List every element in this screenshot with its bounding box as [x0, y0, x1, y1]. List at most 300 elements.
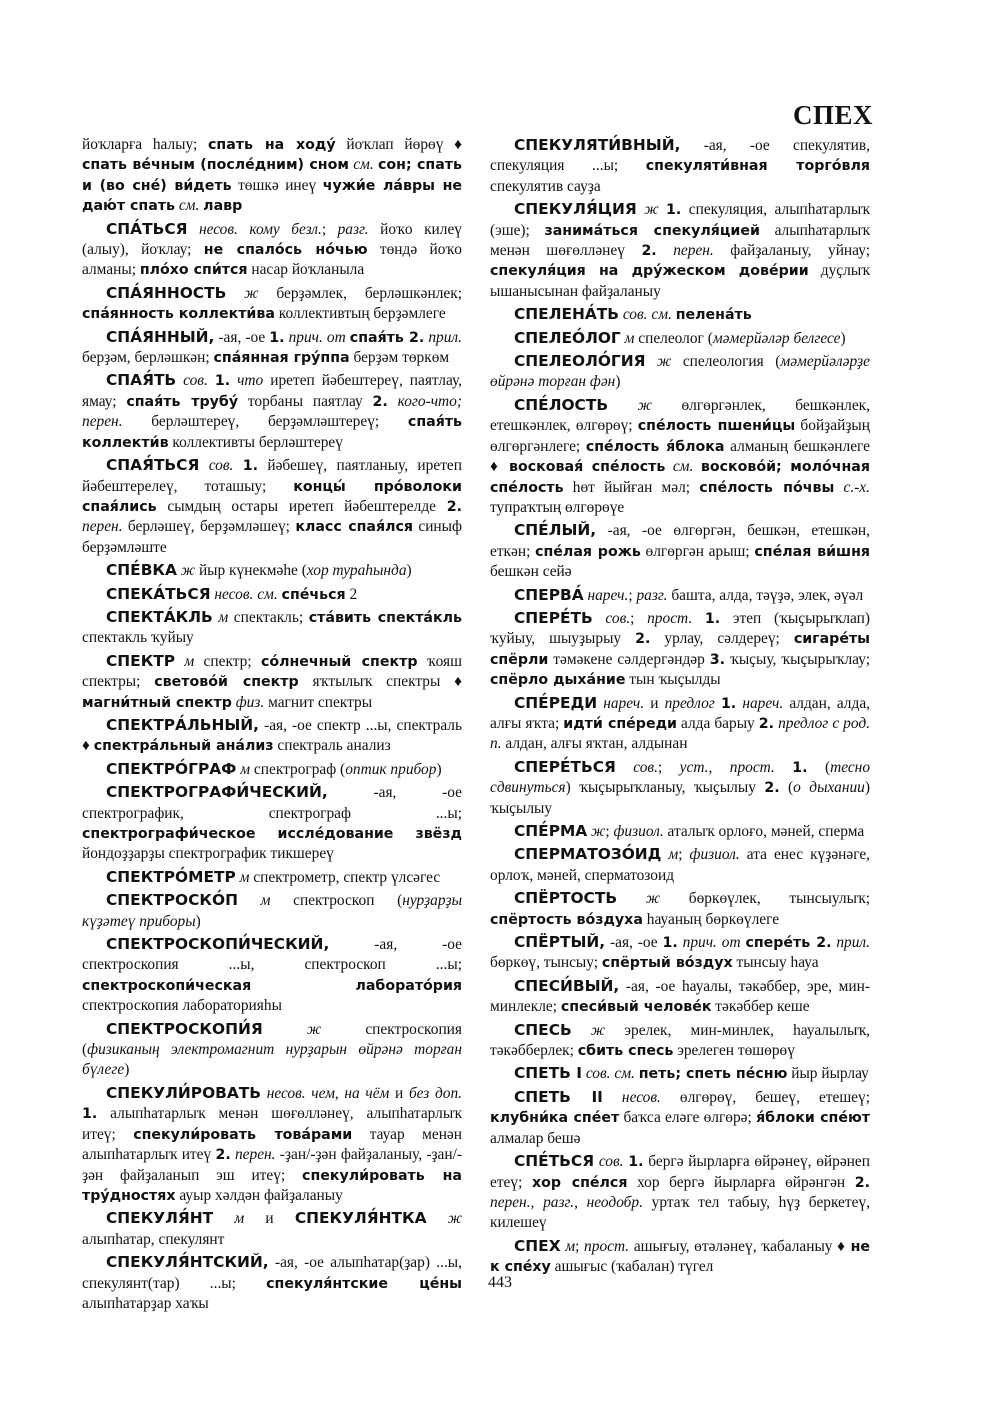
phrase-bold: спектра́льный ана́лиз: [93, 738, 274, 755]
definition-text: спекулятив сауҙа: [490, 177, 601, 195]
definition-text: насар йоҡланыла: [247, 261, 365, 279]
grammar-label: нурҙарҙы күҙәтеү приборы: [82, 892, 463, 930]
definition-text: -ая, -ое алыпһатар(ҙар) ...ы, спекулянт(тар) ...ы;: [82, 1254, 462, 1292]
grammar-label: сов. см.: [582, 1065, 639, 1083]
definition-text: йыр күнекмәһе (: [195, 562, 307, 580]
definition-text: урлау, сәлдереү;: [650, 630, 794, 648]
phrase-bold: спать ве́чным (после́дним) сном: [82, 157, 349, 174]
definition-text: алыпһатарҙар хаҡы: [82, 1294, 209, 1312]
phrase-bold: 2.: [372, 393, 388, 410]
definition-text: тәкәббер кеше: [711, 998, 810, 1016]
grammar-label: ж: [571, 1021, 606, 1039]
definition-text: спектр;: [194, 652, 261, 670]
definition-text: алыпһатарлыҡ менән шөғөлләнеү: [490, 221, 871, 260]
phrase-bold: 1.: [628, 1154, 644, 1171]
grammar-label: перен., разг., неодобр.: [490, 1193, 643, 1211]
definition-text: берҙәмлек, берләшкәнлек;: [258, 284, 462, 302]
definition-text: өлгөрөү, бешеү, етешеү;: [660, 1088, 870, 1106]
grammar-label: сов.: [199, 457, 243, 475]
definition-text: төшкә инеү: [231, 176, 323, 194]
definition-text: (: [779, 779, 794, 797]
phrase-bold: 2.: [764, 780, 780, 797]
phrase-bold: спектрографи́ческое иссле́дование звёзд: [82, 826, 462, 842]
page-number: 443: [488, 1274, 512, 1291]
dictionary-entry: [82, 219, 462, 281]
headword: СПЕКУЛЯ́НТКА: [294, 1209, 427, 1228]
phrase-bold: сон; спать и (во сне́) ви́деть: [82, 157, 462, 194]
headword: СПЕРЕ́ТЬ: [514, 608, 593, 627]
dictionary-entry: [82, 715, 462, 757]
grammar-label: ж: [608, 396, 652, 414]
definition-text: спектрограф (: [250, 760, 346, 778]
grammar-label: м: [235, 868, 250, 886]
definition-text: магнит спектры: [264, 693, 373, 711]
phrase-bold: спеси́вый челове́к: [560, 999, 712, 1016]
dictionary-entry: [82, 135, 462, 217]
headword: СПЁРТОСТЬ: [514, 889, 618, 908]
definition-text: йондоҙҙарҙы спектрографик тикшереү: [82, 845, 334, 863]
phrase-bold: концы́ про́волоки спая́лись: [82, 478, 462, 515]
dictionary-entry: [490, 1087, 870, 1149]
definition-text: ата енес күҙәнәге, орлоҡ, мәней, сперматозоид: [490, 846, 871, 884]
dictionary-entry: [490, 328, 870, 349]
definition-text: бергә йырларға өйрәнеү, өйрәнеп етеү;: [490, 1153, 870, 1191]
phrase-bold: петь; спеть пе́сню: [638, 1066, 788, 1083]
definition-text: дуҫлыҡ ышанысынан файҙаланыу: [490, 262, 870, 300]
grammar-label: ж: [226, 284, 259, 302]
dictionary-entry: [490, 585, 870, 606]
grammar-label: м: [236, 760, 251, 778]
definition-text: спектроскопия (: [82, 1020, 462, 1059]
definition-text: алыпһатар, спекулянт: [82, 1230, 225, 1248]
phrase-bold: спекули́ровать това́рами: [133, 1126, 353, 1143]
definition-text: тауар менән алыпһатарлыҡ итеү: [82, 1125, 462, 1164]
dictionary-entry: [490, 1063, 870, 1084]
definition-text: -ая, -ое: [605, 934, 663, 952]
definition-text: ашығыс (ҡабалан) түгел: [550, 1258, 714, 1276]
definition-text: алдан, алғы яҡтан, алдынан: [501, 735, 688, 753]
phrase-bold: сигаре́ты спёрли: [490, 631, 870, 668]
running-head: СПЕХ: [792, 100, 873, 130]
grammar-label: прост.: [584, 1237, 630, 1255]
definition-text: тәмәкене сәлдергәндәр: [548, 650, 710, 668]
grammar-label: прил.: [831, 934, 870, 952]
definition-text: баҡса еләге өлгөрә;: [619, 1109, 757, 1127]
definition-text: ): [840, 329, 846, 347]
definition-text: ) ҡыҫылыу: [490, 779, 870, 817]
grammar-label: физ.: [231, 693, 265, 711]
grammar-label: несов. кому безл.: [187, 220, 322, 238]
headword: СПЕКА́ТЬСЯ: [106, 584, 211, 603]
grammar-label: ж: [262, 1020, 322, 1038]
phrase-bold: 1.: [704, 610, 721, 627]
definition-text: -ая, -ое өлгөргән, бешкән, етешкән, еткән;: [490, 522, 870, 560]
headword: СПЕ́ЛЫЙ,: [514, 521, 597, 540]
grammar-label: м: [560, 1237, 576, 1255]
grammar-label: без доп.: [408, 1084, 462, 1102]
definition-text: [692, 610, 705, 627]
dictionary-entry: [490, 520, 870, 582]
phrase-bold: 2.: [758, 715, 775, 732]
phrase-bold: спекуля́ция на дру́жеском дове́рии: [490, 263, 809, 280]
definition-text: файҙаланыу, уйнау;: [713, 242, 870, 260]
definition-text: этеп (ҡыҫырыҡлап) ҡуйыу, шыуҙырыу: [490, 609, 870, 648]
definition-text: алдан, алда, алғы яҡта;: [490, 694, 870, 732]
phrase-bold: 2.: [215, 1147, 231, 1164]
phrase-bold: спёрло дыха́ние: [490, 672, 626, 689]
dictionary-entry: [490, 932, 870, 974]
definition-text: хор бергә йырларға өйрәнгән: [627, 1173, 855, 1191]
headword: СПЕ́ВКА: [106, 561, 177, 580]
definition-text: торбаны паятлау: [238, 392, 373, 410]
phrase-bold: 1.: [269, 329, 285, 346]
phrase-bold: светово́й спектр: [154, 674, 299, 691]
phrase-bold: не спало́сь но́чью: [203, 242, 368, 259]
definition-text: йоҡо килеү (алыу), йоҡлау;: [82, 220, 462, 259]
definition-text: и: [244, 1210, 295, 1228]
phrase-bold: восковая́ спе́лость: [509, 459, 666, 476]
definition-text: коллективтың берҙәмлеге: [274, 305, 446, 323]
headword: СПЕКУЛИ́РОВАТЬ: [106, 1083, 262, 1102]
phrase-bold: спая́ть трубу́: [126, 393, 239, 410]
definition-text: -ая, -ое спектрографик, спектрограф ...ы;: [82, 784, 462, 822]
definition-text: йәбешеү, паятланыу, иретеп йәбештерелеү, тоташыу;: [82, 457, 462, 495]
dictionary-entry: [490, 1236, 870, 1278]
grammar-label: хор тураһында: [306, 562, 407, 580]
phrase-bold: 2.: [641, 243, 657, 260]
grammar-label: сов.: [592, 609, 631, 627]
phrase-bold: пло́хо спи́тся: [139, 262, 248, 279]
definition-text: һөт йыйған мәл;: [563, 478, 700, 496]
phrase-bold: спе́лость по́чвы: [699, 479, 835, 496]
definition-text: спелеолог (: [634, 329, 713, 347]
phrase-bold: 2.: [854, 1174, 871, 1191]
dictionary-entry: [82, 327, 462, 369]
grammar-label: оптик прибор: [345, 760, 437, 778]
dictionary-entry: [82, 1019, 462, 1081]
definition-text: ,: [708, 758, 730, 776]
definition-text: (: [807, 758, 831, 776]
dictionary-entry: [490, 693, 870, 755]
dictionary-entry: [490, 1151, 870, 1234]
grammar-label: ж: [645, 353, 672, 371]
headword: СПЕРЕ́ТЬСЯ: [514, 757, 616, 776]
dictionary-entry: [82, 370, 462, 453]
definition-text: бөркөүлек, тынсыулыҡ;: [660, 890, 871, 908]
definition-text: берләшеү, берҙәмләшеү;: [122, 518, 296, 536]
definition-text: эрелек, мин-минлек, һауалылыҡ, тәкәбберлек;: [490, 1021, 871, 1060]
grammar-label: физиол.: [613, 823, 664, 840]
phrase-bold: спекуляти́вная торго́вля: [645, 158, 870, 175]
phrase-bold: 3.: [709, 651, 726, 668]
grammar-label: о дыхании: [793, 779, 865, 797]
grammar-label: сов.: [615, 758, 658, 776]
phrase-bold: ста́вить спекта́кль: [308, 609, 462, 626]
phrase-bold: 1.: [82, 1106, 98, 1123]
grammar-label: мәмерйәләр белгесе: [712, 329, 841, 347]
definition-text: йоҡларға һалыу;: [82, 136, 209, 153]
headword: СПА́ТЬСЯ: [106, 219, 188, 238]
phrase-bold: 1.: [666, 202, 682, 219]
phrase-bold: спе́лая рожь: [535, 543, 641, 560]
phrase-bold: спекуля́нтские це́ны: [266, 1275, 462, 1292]
definition-text: алмалар бешә: [490, 1129, 581, 1147]
grammar-label: перен.: [230, 1146, 276, 1164]
grammar-label: сов. см.: [619, 306, 676, 324]
grammar-label: с.-х.: [834, 478, 870, 496]
grammar-label: м: [212, 608, 229, 626]
definition-text: ;: [321, 220, 338, 238]
definition-text: йыр йырлау: [787, 1065, 869, 1083]
headword: СПЕЛЕОЛО́ГИЯ: [514, 352, 646, 371]
grammar-label: ж: [426, 1210, 463, 1228]
headword: СПЕРВА́: [514, 585, 584, 604]
phrase-bold: магни́тный спектр: [82, 694, 232, 711]
dictionary-entry: [82, 560, 462, 581]
dictionary-entry: [490, 1020, 870, 1062]
dictionary-entry: [490, 757, 870, 819]
phrase-bold: восково́й; моло́чная спе́лость: [490, 459, 870, 496]
headword: СПЕКТРО́ГРАФ: [106, 759, 237, 778]
definition-text: ;: [605, 823, 614, 840]
definition-text: ;: [630, 609, 648, 627]
headword: СПЕ́РМА: [514, 822, 588, 840]
definition-text: спектроскоп (: [270, 892, 403, 910]
definition-text: төндә йоҡо алманы;: [82, 241, 463, 279]
definition-text: и: [644, 694, 665, 712]
headword: СПА́ЯННЫЙ,: [106, 327, 215, 346]
definition-text: ): [195, 912, 201, 930]
definition-text: башта, алда, тәүҙә, элек, әүәл: [667, 586, 864, 604]
dictionary-entry: [82, 455, 462, 558]
grammar-label: ж: [636, 201, 659, 219]
definition-text: тынсыу һауа: [732, 954, 819, 972]
grammar-label: м: [661, 846, 679, 864]
grammar-label: физиканың электромагнит нурҙарын өйрәнә торған бүлеге: [82, 1041, 462, 1079]
definition-text: ): [406, 562, 412, 580]
phrase-bold: спе́лая ви́шня: [754, 543, 870, 560]
definition-text: синыф берҙәмләште: [82, 518, 462, 556]
definition-text: -ая, -ое һауалы, тәкәббер, эре, мин-минлекле;: [490, 977, 870, 1016]
definition-text: спектроскопия лабораторияһы: [82, 997, 282, 1015]
definition-text: ;: [678, 846, 690, 864]
phrase-bold: хор спе́лся: [531, 1174, 628, 1191]
definition-text: алыпһатарлыҡ менән шөғөлләнеү, алыпһатарлыҡ итеү;: [82, 1105, 462, 1143]
grammar-label: см.: [348, 156, 379, 174]
grammar-label: м: [620, 329, 635, 347]
headword: СПЕ́ТЬСЯ: [514, 1152, 595, 1171]
grammar-label: прост.: [647, 609, 693, 627]
phrase-bold: спа́янная гру́ппа: [213, 350, 350, 367]
grammar-label: м: [213, 1210, 245, 1228]
definition-text: спекуляция, алыпһатарлыҡ (эше);: [490, 201, 870, 239]
definition-text: тын ҡыҫылды: [625, 671, 721, 689]
grammar-label: перен.: [656, 242, 714, 260]
headword: СПЕХ: [514, 1236, 561, 1255]
headword: СПАЯ́ТЬСЯ: [106, 456, 200, 475]
dictionary-entry: [82, 934, 462, 1017]
grammar-label: что: [230, 372, 264, 390]
grammar-label: ж: [176, 562, 196, 580]
definition-text: спелеология (: [671, 353, 781, 371]
headword: СПЕКТРОСКО́П: [106, 891, 238, 910]
headword: СПЕТЬ I: [514, 1064, 583, 1083]
phrase-bold: спёртый во́здух: [601, 955, 733, 972]
phrase-bold: спекули́ровать на тру́дностях: [82, 1167, 463, 1204]
definition-text: бойҙайҙың өлгөргәнлеге;: [490, 417, 870, 455]
definition-text: коллективты берләштереү: [168, 433, 343, 451]
headword: СПЕКУЛЯ́НТ: [106, 1209, 214, 1228]
grammar-label: нареч.: [597, 694, 645, 712]
headword: СПЕКТРО́МЕТР: [106, 867, 236, 886]
headword: СПЕСЬ: [514, 1020, 572, 1039]
dictionary-entry: [490, 888, 870, 930]
grammar-label: прост.: [729, 758, 775, 776]
phrase-bold: спая́ть 2.: [349, 329, 425, 346]
grammar-label: нареч.: [583, 586, 629, 604]
grammar-label: тесно сдвинуться: [490, 758, 871, 797]
definition-text: -ая, -ое спекулятив, спекуляция ...ы;: [490, 137, 870, 175]
grammar-label: прил.: [424, 328, 462, 346]
phrase-bold: 1.: [792, 759, 808, 776]
headword: СПЕТЬ II: [514, 1087, 603, 1106]
grammar-label: м: [175, 652, 195, 670]
definition-text: [659, 201, 666, 218]
definition-text: уртаҡ тел табыу, һүҙ беркетеү, килешеү: [490, 1193, 870, 1232]
definition-text: [775, 759, 792, 776]
phrase-bold: 1.: [720, 695, 737, 712]
definition-text: ): [615, 373, 621, 391]
phrase-bold: не к спе́ху: [490, 1238, 870, 1276]
grammar-label: несов. чем, на чём: [261, 1084, 390, 1102]
definition-text: -ая, -ое спектроскопия ...ы, спектроскоп ...ы;: [82, 936, 462, 974]
phrase-bold: спере́ть 2.: [745, 935, 832, 952]
right-column: [490, 135, 870, 1280]
dictionary-entry: [490, 608, 870, 691]
grammar-label: см.: [174, 197, 204, 215]
definition-text: ҡыҫыу, ҡыҫырыҡлау;: [725, 650, 870, 668]
definition-text: бөркөү, тынсыу;: [490, 954, 602, 972]
phrase-bold: класс спая́лся: [295, 519, 413, 536]
dictionary-entry: [82, 1083, 462, 1206]
phrase-bold: со́лнечный спектр: [260, 653, 418, 670]
grammar-label: кого-что; перен.: [82, 392, 462, 431]
phrase-bold: спёртость во́здуха: [490, 911, 643, 928]
definition-text: иретеп йәбештереү, паятлау, ямау;: [82, 372, 463, 410]
dictionary-entry: [490, 135, 870, 197]
phrase-bold: занима́ться спекуля́цией: [544, 222, 760, 239]
phrase-bold: сбить спесь: [577, 1043, 674, 1060]
phrase-bold: спа́янность коллекти́ва: [82, 306, 275, 323]
grammar-label: несов.: [602, 1088, 661, 1106]
definition-text: ): [436, 760, 442, 778]
grammar-label: сов.: [594, 1153, 629, 1171]
definition-text: ҡояш спектры;: [82, 652, 462, 691]
phrase-bold: клубни́ка спе́ет: [490, 1110, 620, 1127]
definition-text: алманың бешкәнлеге ♦: [490, 437, 870, 476]
headword: СПЕКТА́КЛЬ: [106, 607, 213, 626]
grammar-label: перен.: [82, 518, 123, 536]
headword: СПА́ЯННОСТЬ: [106, 283, 227, 302]
definition-text: өлгөргән арыш;: [640, 542, 755, 560]
phrase-bold: я́блоки спе́ют: [756, 1110, 870, 1127]
definition-text: сымдың остары иретеп йәбештерелде: [156, 497, 447, 515]
dictionary-entry: [82, 584, 462, 605]
grammar-label: сов.: [176, 372, 215, 390]
definition-text: -ая, -ое: [214, 328, 270, 346]
definition-text: берләштереү, берҙәмләштереү;: [122, 413, 408, 431]
definition-text: бешкән сейә: [490, 563, 572, 581]
headword: СПЕКУЛЯ́НТСКИЙ,: [106, 1253, 269, 1272]
grammar-label: см.: [665, 458, 701, 476]
grammar-label: прич. от: [677, 934, 746, 952]
definition-text: өлгөргәнлек, бешкәнлек, етешкәнлек, өлгөрөү;: [490, 396, 870, 435]
definition-text: ашығыу, өтәләнеү, ҡабаланыу ♦: [629, 1237, 851, 1255]
phrase-bold: спать на ходу́: [208, 137, 336, 153]
dictionary-entry: [490, 821, 870, 842]
grammar-label: уст.: [679, 758, 709, 776]
grammar-label: несов. см.: [210, 585, 282, 603]
definition-text: ;: [575, 1237, 585, 1255]
grammar-label: предлог: [664, 694, 715, 712]
definition-text: -ҙан/-ҙән файҙаланыу, -ҙан/-ҙән файҙаланып эш итеү;: [82, 1146, 462, 1184]
headword: СПЁРТЫЙ,: [514, 933, 606, 952]
definition-text: һауаның бөркөүлеге: [642, 910, 780, 928]
definition-text: ауыр хәлдән файҙаланыу: [175, 1186, 343, 1204]
definition-text: алда барыу: [676, 714, 759, 732]
phrase-bold: спе́лость я́блока: [585, 438, 725, 455]
definition-text: яҡтылыҡ спектры ♦: [298, 673, 462, 691]
dictionary-entry: [82, 283, 462, 325]
phrase-bold: пелена́ть: [675, 307, 752, 324]
grammar-label: прич. от: [284, 328, 350, 346]
headword: СПЕКУЛЯТИ́ВНЫЙ,: [514, 136, 681, 154]
headword: СПАЯ́ТЬ: [106, 371, 177, 390]
definition-text: эрелеген төшөрөү: [673, 1042, 795, 1060]
definition-text: спектраль анализ: [273, 737, 391, 755]
dictionary-entry: [82, 607, 462, 649]
definition-text: спектакль;: [228, 608, 309, 626]
definition-text: ;: [628, 586, 637, 604]
headword: СПЕКТР: [106, 651, 176, 670]
phrase-bold: 1.: [662, 935, 678, 952]
grammar-label: ж: [617, 890, 661, 908]
phrase-bold: чужи́е ла́вры не даю́т спать: [82, 177, 463, 215]
grammar-label: предлог с род. п.: [490, 714, 871, 753]
definition-text: тупраҡтың өлгөрөүе: [490, 498, 625, 516]
headword: СПЕКТРА́ЛЬНЫЙ,: [106, 715, 260, 734]
headword: СПЕ́ЛОСТЬ: [514, 395, 609, 414]
phrase-bold: спектроскопи́ческая лаборато́рия: [82, 977, 462, 994]
phrase-bold: 1.: [242, 458, 258, 475]
headword: СПЕСИ́ВЫЙ,: [514, 976, 620, 995]
dictionary-entry: [490, 199, 870, 302]
dictionary-entry: [82, 1208, 462, 1250]
headword: СПЕЛЕО́ЛОГ: [514, 328, 621, 347]
phrase-bold: лавр: [203, 198, 243, 215]
definition-text: берҙәм төркөм: [349, 349, 450, 367]
definition-text: и: [389, 1084, 409, 1102]
grammar-label: разг.: [337, 220, 369, 238]
headword: СПЕКУЛЯ́ЦИЯ: [514, 200, 637, 219]
dictionary-entry: [82, 782, 462, 865]
definition-text: спектрометр, спектр үлсәгес: [249, 868, 441, 886]
definition-text: ;: [657, 758, 680, 776]
definition-text: берҙәм, берләшкән;: [82, 349, 214, 367]
grammar-label: нареч.: [736, 694, 784, 712]
headword: СПЕКТРОСКОПИ́Я: [106, 1019, 263, 1038]
dictionary-entry: [490, 395, 870, 518]
